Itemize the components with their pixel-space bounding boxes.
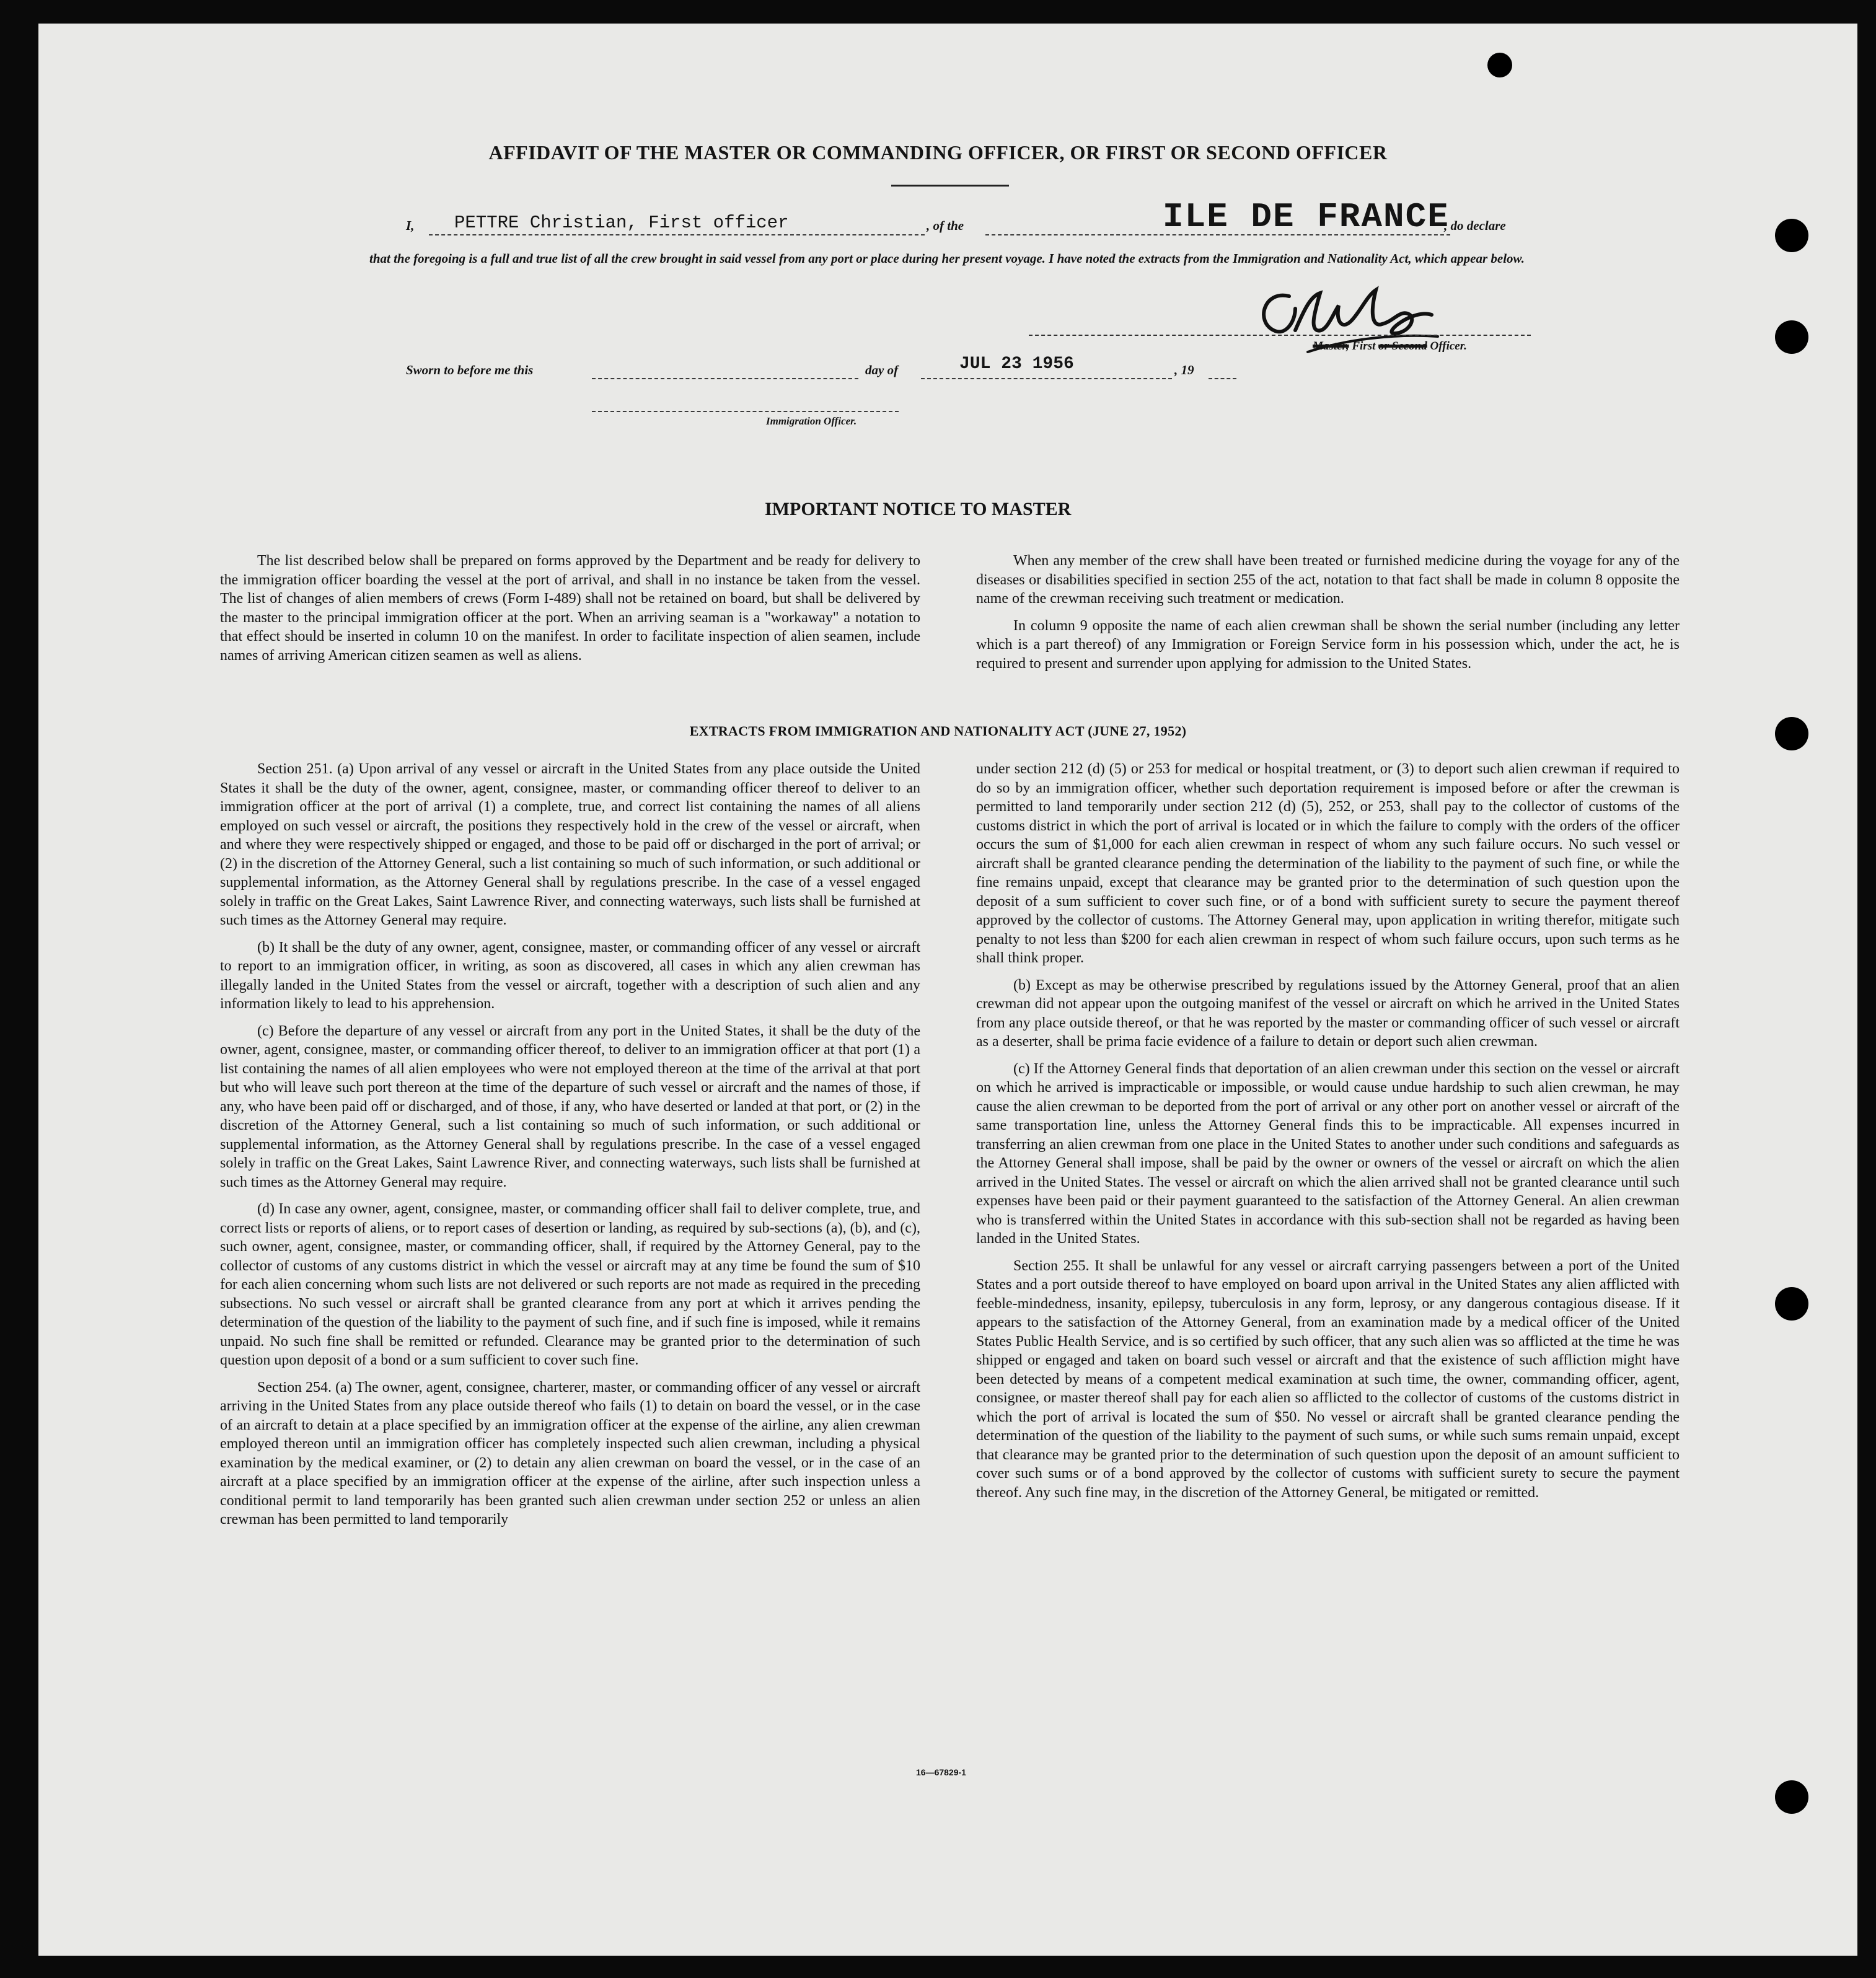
officer-name-field: PETTRE Christian, First officer bbox=[454, 213, 789, 233]
section-251b: (b) It shall be the duty of any owner, agent, consignee, master, or commanding officer of any vessel or aircraft to report to an immigration officer, in writing, as soon as discovered, all cases in which any alien crewman has illegally landed in the United States from the vessel or aircraft, together with a description of such alien and any information likely to lead to his apprehension. bbox=[220, 939, 920, 1012]
notice-paragraph: When any member of the crew shall have been treated or furnished medicine during the voyage for any of the diseases or disabilities specified in section 255 of the act, notation to that fact shall be made in column 8 opposite the name of the crewman receiving such treatment or medication. bbox=[976, 553, 1680, 607]
day-of-label: day of bbox=[865, 363, 899, 377]
year-line bbox=[1209, 378, 1236, 379]
affidavit-title: AFFIDAVIT OF THE MASTER OR COMMANDING OFFICER, OR FIRST OR SECOND OFFICER bbox=[488, 141, 1388, 164]
struck-master: Master, bbox=[1313, 340, 1349, 353]
punch-hole bbox=[1775, 1287, 1808, 1321]
notice-paragraph: The list described below shall be prepared on forms approved by the Department and be ready for delivery to the immigration officer boarding the vessel at the port of arrival, and shall in no instance be taken from the vessel. The list of changes of alien members of crews (Form I-489) shall not be retained on board, but shall be delivered by the master to the principal immigration officer at the port. When an arriving seaman is a "workaway" a notation to that effect should be inserted in column 10 on the manifest. In order to facilitate inspection of alien seamen, include names of arriving American citizen seamen as well as aliens. bbox=[220, 553, 920, 664]
affidavit-statement: that the foregoing is a full and true list of all the crew brought in said vessel from any port or place during her present voyage. I have noted the extracts from the Immigration and Nationality Act, which appear below. bbox=[369, 251, 1525, 266]
extracts-title: EXTRACTS FROM IMMIGRATION AND NATIONALITY ACT (JUNE 27, 1952) bbox=[689, 723, 1187, 739]
notice-left-column bbox=[220, 552, 920, 673]
sworn-day-line bbox=[592, 378, 858, 379]
punch-hole bbox=[1775, 1780, 1808, 1814]
vessel-name-field: ILE DE FRANCE bbox=[1163, 197, 1450, 237]
caption-first: First bbox=[1352, 340, 1376, 353]
extracts-right-column bbox=[976, 760, 1680, 1510]
sworn-label: Sworn to before me this bbox=[406, 363, 534, 377]
caption-officer: Officer. bbox=[1430, 340, 1467, 353]
date-stamp: JUL 23 1956 bbox=[959, 354, 1074, 374]
section-251c: (c) Before the departure of any vessel or aircraft from any port in the United States, it shall be the duty of the owner, agent, consignee, master, or commanding officer thereof, to deliver to an immigration officer at that port (1) a list containing the names of all alien employees who were not employed thereon at the time of the arrival at that port but who will leave such port thereon at the time of the departure of such vessel or aircraft and the names of those, if any, who have been paid off or discharged, and of those, if any, who have deserted or landed at that port, or (2) in the discretion of the Attorney General, such a list containing so much of such information, or such additional or supplemental information, as the Attorney General shall by regulations prescribe. In the case of a vessel engaged solely in traffic on the Great Lakes, Saint Lawrence River, and connecting waterways, such lists shall be furnished at such times as the Attorney General may require. bbox=[220, 1022, 920, 1190]
form-number: 16—67829-1 bbox=[916, 1767, 966, 1777]
struck-second: or Second bbox=[1378, 340, 1427, 353]
do-declare-label: , do declare bbox=[1444, 218, 1506, 233]
officer-signature-line bbox=[1029, 335, 1531, 336]
notice-paragraph: In column 9 opposite the name of each alien crewman shall be shown the serial number (including any letter which is a part thereof) of any Immigration or Foreign Service form in his possession which, under the act, he is required to present and surrender upon applying for admission to the United States. bbox=[976, 617, 1680, 672]
i-label: I, bbox=[406, 218, 415, 233]
section-254a: Section 254. (a) The owner, agent, consignee, charterer, master, or commanding officer of any vessel or aircraft arriving in the United States from any place outside thereof who fails (1) to detain on board the vessel, or in the case of an aircraft to detain at a place specified by an immigration officer at the expense of the airline, any alien crewman employed thereon until an immigration officer has completely inspected such alien crewman, including a physical examination by the medical examiner, or (2) to detain any alien crewman on board the vessel, or in the case of an aircraft at a place specified by an immigration officer at the expense of the airline, after such inspection unless a conditional permit to land temporarily has been granted such alien crewman under section 252 or unless an alien crewman has been permitted to land temporarily bbox=[220, 1379, 920, 1527]
of-the-label: , of the bbox=[927, 218, 964, 233]
notice-title: IMPORTANT NOTICE TO MASTER bbox=[765, 499, 1072, 519]
section-254b: (b) Except as may be otherwise prescribed by regulations issued by the Attorney General, proof that an alien crewman did not appear upon the outgoing manifest of the vessel or aircraft on which he arrived in the United States from any place outside thereof, or that he was reported by the master or commanding officer of such vessel or aircraft as a deserter, shall be prima facie evidence of a failure to detain or deport such alien crewman. bbox=[976, 977, 1680, 1050]
year-label: , 19 bbox=[1174, 363, 1194, 377]
section-255: Section 255. It shall be unlawful for any vessel or aircraft carrying passengers between a port of the United States and a port outside thereof to have employed on board upon arrival in the United States any alien afflicted with feeble-mindedness, insanity, epilepsy, tuberculosis in any form, leprosy, or any dangerous contagious disease. If it appears to the satisfaction of the Attorney General, from an examination made by a medical officer of the United States Public Health Service, and is so certified by such officer, that any such alien was so afflicted at the time he was shipped or engaged and taken on board such vessel or aircraft and that the existence of such affliction might have been detected by means of a competent medical examination at such time, the owner, commanding officer, agent, consignee, or master thereof shall pay for each alien so afflicted to the collector of customs of the customs district in which the port of arrival is located the sum of $50. No vessel or aircraft shall be granted clearance pending the determination of the question of the liability to the payment of such sums, or while such sums remain unpaid, except that clearance may be granted prior to the determination of such question upon the deposit of an amount sufficient to cover such sums or of a bond approved by the collector of customs with sufficient surety to secure the payment thereof. Any such fine may, in the discretion of the Attorney General, be mitigated or remitted. bbox=[976, 1257, 1680, 1501]
immigration-officer-label: Immigration Officer. bbox=[766, 415, 857, 427]
signature-caption bbox=[1313, 340, 1467, 353]
section-251d: (d) In case any owner, agent, consignee, master, or commanding officer shall fail to deliver complete, true, and correct lists or reports of aliens, or to report cases of desertion or landing, as required by sub-sections (a), (b), and (c), such owner, agent, consignee, master, or commanding officer, shall, if required by the Attorney General, pay to the collector of customs of any customs district in which the vessel or aircraft may at any time be found the sum of $10 for each alien concerning whom such lists are not delivered or such reports are not made as required in the preceding subsections. No such vessel or aircraft shall be granted clearance from any port at which it arrives pending the determination of the question of the liability to the payment of such fine, and if such fine is imposed, while it remains unpaid. No such fine shall be remitted or refunded. Clearance may be granted prior to the determination of such question upon deposit of a bond or a sum sufficient to cover such fine. bbox=[220, 1201, 920, 1368]
punch-hole bbox=[1775, 219, 1808, 252]
notice-right-column bbox=[976, 552, 1680, 681]
section-254a-continued: under section 212 (d) (5) or 253 for medical or hospital treatment, or (3) to deport such alien crewman if required to do so by an immigration officer, whether such deportation requirement is imposed before or after the crewman is permitted to land temporarily under section 212 (d) (5), 252, or 253, shall pay to the collector of customs of the customs district in which the port of arrival is located or in which the failure to comply with the orders of the officer occurs the sum of $1,000 for each alien crewman in respect of whom any such failure occurs. No such vessel or aircraft shall be granted clearance pending the determination of the liability to the payment of such fine, or while the fine remains unpaid, except that clearance may be granted prior to the determination of such question upon the deposit of a sum sufficient to cover such fine, or of a bond with sufficient surety to secure the payment thereof approved by the collector of customs. The Attorney General may, upon application in writing therefor, mitigate such penalty to not less than $200 for each alien crewman in respect of whom such failure occurs, upon such terms as he shall think proper. bbox=[976, 761, 1680, 966]
punch-hole bbox=[1487, 53, 1512, 77]
punch-hole bbox=[1775, 320, 1808, 354]
sworn-month-line bbox=[921, 378, 1172, 379]
title-divider bbox=[891, 185, 1009, 187]
immigration-officer-line bbox=[592, 411, 899, 412]
officer-name-line bbox=[429, 234, 925, 235]
section-251a: Section 251. (a) Upon arrival of any vessel or aircraft in the United States from any place outside the United States it shall be the duty of the owner, agent, consignee, master, or commanding officer thereof to deliver to an immigration officer at the port of arrival (1) a complete, true, and correct list containing the names of all aliens employed on such vessel or aircraft, the positions they respectively hold in the crew of the vessel or aircraft, when and where they were respectively shipped or engaged, and those to be paid off or discharged in the port of arrival; or (2) in the discretion of the Attorney General, such a list containing so much of such information, or such additional or supplemental information, as the Attorney General shall by regulations prescribe. In the case of a vessel engaged solely in traffic on the Great Lakes, Saint Lawrence River, and connecting waterways, such lists shall be furnished at such times as the Attorney General may require. bbox=[220, 761, 920, 928]
extracts-left-column bbox=[220, 760, 920, 1537]
section-254c: (c) If the Attorney General finds that deportation of an alien crewman under this section on the vessel or aircraft on which he arrived is impracticable or impossible, or would cause undue hardship to such alien crewman, he may cause the alien crewman to be deported from the port of arrival or any other port on another vessel or aircraft of the same transportation line, unless the Attorney General finds this to be impracticable. All expenses incurred in transferring an alien crewman from one place in the United States to another under such conditions and safeguards as the Attorney General shall impose, shall be paid by the owner or owners of the vessel or aircraft on which the alien arrived in the United States. The vessel or aircraft on which the alien arrived shall not be granted clearance until such expenses have been paid or their payment guaranteed to the satisfaction of the Attorney General. An alien crewman who is transferred within the United States in accordance with this sub-section shall not be regarded as having been landed in the United States. bbox=[976, 1060, 1680, 1247]
